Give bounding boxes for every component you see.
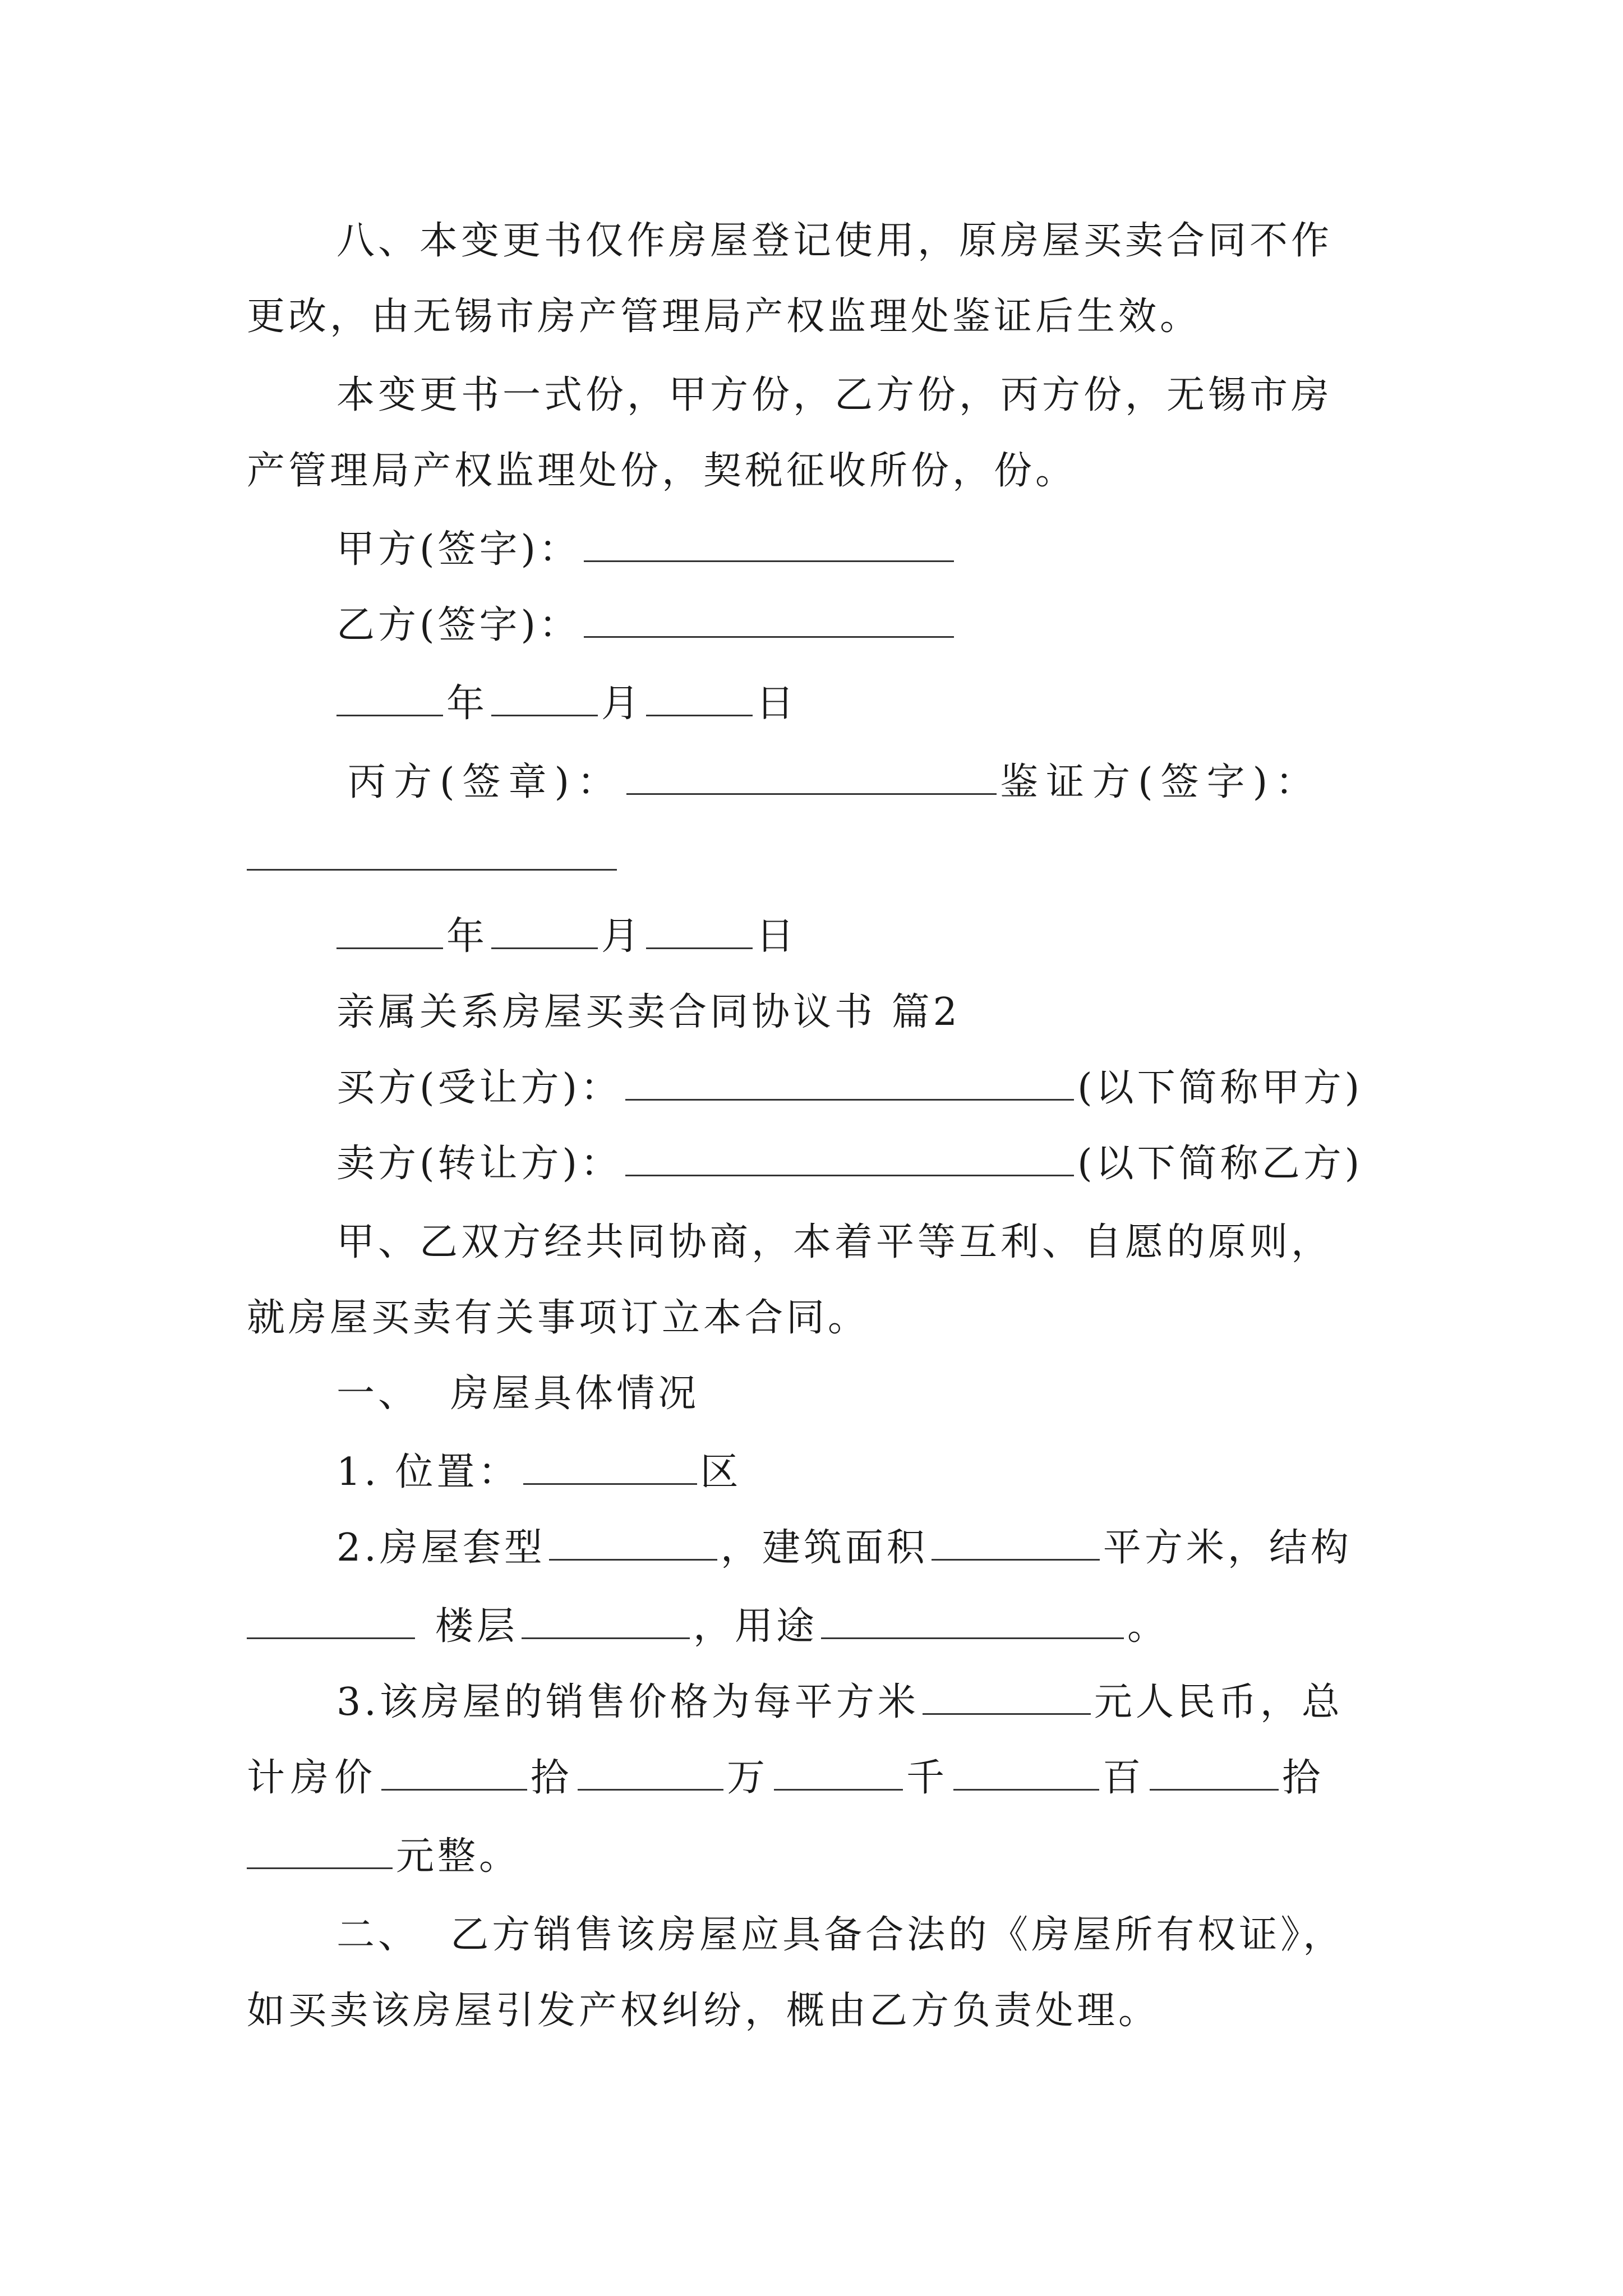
- section-1-heading: 一、 房屋具体情况: [336, 1372, 700, 1416]
- sign-verifier-blank[interactable]: [247, 830, 617, 871]
- item-2-type-label: 2.房屋套型: [336, 1526, 546, 1570]
- tens-blank[interactable]: [1150, 1750, 1279, 1791]
- unit-shi-2: 拾: [1282, 1756, 1326, 1800]
- ten-thousands-blank[interactable]: [578, 1750, 723, 1791]
- item-2-use-label: ，用途: [693, 1604, 818, 1649]
- paragraph-8-line-1: 八、本变更书仅作房屋登记使用，原房屋买卖合同不作: [336, 219, 1333, 263]
- item-3-line-3: [247, 1826, 1391, 1888]
- structure-blank[interactable]: [247, 1598, 415, 1639]
- item-3-total-label: 计房价: [247, 1756, 379, 1800]
- year-blank[interactable]: [336, 675, 443, 716]
- item-3-line-2: [247, 1747, 1391, 1809]
- paragraph-copies-line-1: 本变更书一式份，甲方份，乙方份，丙方份，无锡市房: [336, 373, 1333, 417]
- year-blank-2[interactable]: [336, 908, 443, 949]
- item-3-currency-label: 元人民币，总: [1094, 1680, 1343, 1724]
- item-1-location: [336, 1442, 1481, 1503]
- paragraph-copies-line-2: 产管理局产权监理处份，契税征收所份，份。: [247, 449, 1077, 493]
- buyer-blank[interactable]: [625, 1060, 1074, 1101]
- item-2-structure-label: 平方米，结构: [1103, 1526, 1352, 1570]
- buyer-line: [336, 1057, 1481, 1119]
- item-3-line-1: [336, 1672, 1481, 1733]
- sign-party-a: [336, 519, 1481, 581]
- month-label-2: 月: [601, 914, 643, 959]
- day-label: 日: [756, 682, 798, 726]
- unit-qian: 千: [906, 1756, 951, 1800]
- sign-party-a-blank[interactable]: [584, 521, 954, 562]
- paragraph-intro-line-1: 甲、乙双方经共同协商，本着平等互利、自愿的原则，: [336, 1220, 1333, 1264]
- section-title-2: 亲属关系房屋买卖合同协议书 篇2: [336, 990, 961, 1034]
- buyer-label: 买方(受让方)：: [336, 1066, 623, 1110]
- floor-blank[interactable]: [522, 1598, 690, 1639]
- section-2-line-1: 二、 乙方销售该房屋应具备合法的《房屋所有权证》，: [336, 1913, 1345, 1957]
- hundreds-blank[interactable]: [953, 1750, 1099, 1791]
- sign-party-c-blank[interactable]: [626, 754, 997, 795]
- house-type-blank[interactable]: [549, 1520, 717, 1561]
- paragraph-intro-line-2: 就房屋买卖有关事项订立本合同。: [247, 1296, 870, 1340]
- sign-party-c-label: 丙方(签章)：: [348, 760, 624, 804]
- unit-wan: 万: [727, 1756, 771, 1800]
- month-blank[interactable]: [491, 675, 598, 716]
- seller-blank[interactable]: [625, 1135, 1074, 1176]
- seller-label: 卖方(转让方)：: [336, 1142, 623, 1186]
- area-blank[interactable]: [932, 1520, 1100, 1561]
- year-label-2: 年: [446, 914, 488, 959]
- sign-party-b-blank[interactable]: [584, 597, 954, 638]
- use-blank[interactable]: [821, 1598, 1124, 1639]
- month-blank-2[interactable]: [491, 908, 598, 949]
- unit-shi: 拾: [531, 1756, 575, 1800]
- day-label-2: 日: [756, 914, 798, 959]
- day-blank[interactable]: [646, 675, 753, 716]
- item-3-end: 元整。: [396, 1834, 521, 1879]
- item-2-line-1: [336, 1517, 1481, 1579]
- item-1-label: 1. 位置：: [336, 1450, 520, 1494]
- item-2-floor-label: 楼层: [435, 1604, 519, 1649]
- location-blank[interactable]: [523, 1444, 697, 1485]
- date-line-2: [336, 906, 1481, 968]
- day-blank-2[interactable]: [646, 908, 753, 949]
- seller-suffix: (以下简称乙方): [1077, 1142, 1363, 1186]
- item-2-area-label: ，建筑面积: [720, 1526, 928, 1570]
- date-line-1: [336, 673, 1481, 735]
- sign-verifier-label: 鉴证方(签字)：: [1000, 760, 1322, 804]
- item-2-end: 。: [1127, 1604, 1169, 1649]
- ten-thousand-tens-blank[interactable]: [381, 1750, 527, 1791]
- unit-price-blank[interactable]: [923, 1674, 1091, 1715]
- item-3-price-label: 3.该房屋的销售价格为每平方米: [336, 1680, 919, 1724]
- item-1-suffix: 区: [700, 1450, 742, 1494]
- month-label: 月: [601, 682, 643, 726]
- item-2-line-2: [247, 1596, 1391, 1658]
- sign-verifier-line: [247, 827, 1391, 889]
- sign-party-c: [348, 752, 1492, 813]
- paragraph-8-line-2: 更改，由无锡市房产管理局产权监理处鉴证后生效。: [247, 295, 1202, 339]
- sign-party-b: [336, 595, 1481, 656]
- unit-bai: 百: [1103, 1756, 1147, 1800]
- sign-party-a-label: 甲方(签字)：: [336, 527, 581, 572]
- year-label: 年: [446, 682, 488, 726]
- buyer-suffix: (以下简称甲方): [1077, 1066, 1363, 1110]
- yuan-blank[interactable]: [247, 1828, 393, 1869]
- thousands-blank[interactable]: [774, 1750, 903, 1791]
- sign-party-b-label: 乙方(签字)：: [336, 603, 581, 647]
- section-2-line-2: 如买卖该房屋引发产权纠纷，概由乙方负责处理。: [247, 1989, 1160, 2033]
- seller-line: [336, 1133, 1481, 1195]
